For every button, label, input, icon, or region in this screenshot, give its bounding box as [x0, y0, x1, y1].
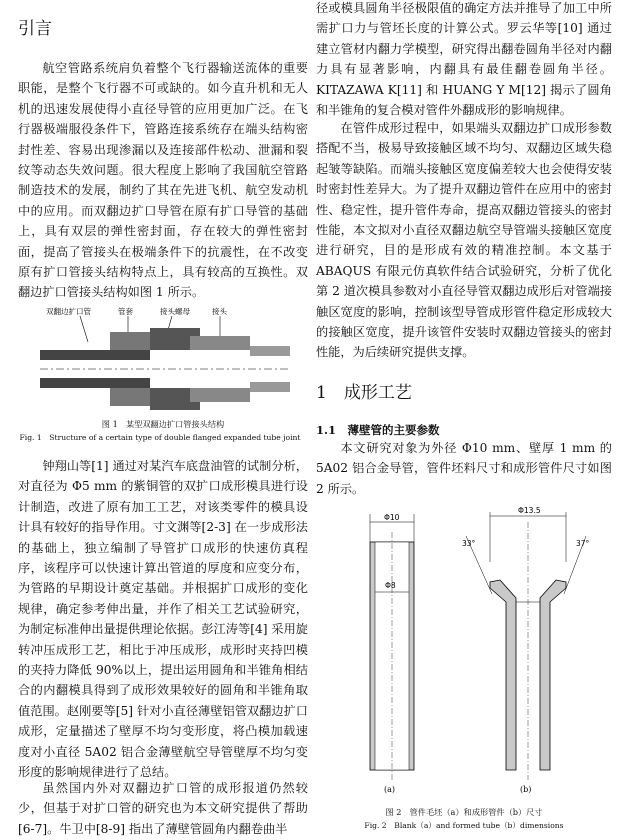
section-1-title: 1 成形工艺 [316, 383, 412, 403]
fig1-label-sleeve: 管套 [118, 307, 133, 316]
fig1-label-fitting: 接头 [212, 307, 227, 316]
fig2-angle-33: 33° [462, 539, 476, 548]
intro-heading: 引言 [18, 19, 52, 39]
fig1-label-tube: 双翻边扩口管 [46, 307, 91, 316]
fig2-blank-tube [370, 513, 414, 780]
material-paragraph: 本文研究对象为外径 Φ10 mm、壁厚 1 mm 的 5A02 铝合金导管，管件坯料尺寸和成形管件尺寸如图 2 所示。 [316, 441, 612, 496]
problem-statement-paragraph: 在管件成形过程中，如果端头双翻边扩口成形参数搭配不当，极易导致接触区域不均匀、双翻边区域失稳起皱等缺陷。而端头接触区宽度偏差较大也会使得安装时密封性差异大。为了提升双翻边管件在应用中的密封性、稳定性，提升管件寿命，提高双翻边管接头的密封性能，本文拟对小直径双翻边航空导管端头接触区宽度进行研究，目的是形成有效的精准控制。本文基于 ABAQUS 有限元仿真软件结合试验研究，分析了优化第 2 道次模具参数对小直径导管双翻边成形后对管端接触区宽度的影响，控制该型导管成形管件稳定形成较大的接触区宽度，提升该管件安装时双翻边管接头的密封性能，为后续研究提供支撑。 [316, 121, 612, 360]
fig1-label-nut: 接头螺母 [160, 307, 190, 316]
subsection-1-1-title: 1.1 薄壁管的主要参数 [316, 423, 440, 437]
figure-2-caption-en: Fig. 2 Blank（a）and formed tube（b）dimensions [364, 821, 564, 830]
fig2-formed-tube [462, 506, 590, 780]
fig2-sublabel-a: (a) [384, 785, 396, 794]
figure-1-caption-cn: 图 1 某型双翻边扩口管接头结构 [101, 419, 225, 429]
right-continued-paragraph: 径或模具圆角半径极限值的确定方法并推导了加工中所需扩口力与管坯长度的计算公式。罗云华等[10] 通过建立管材内翻力学模型，研究得出翻卷圆角半径对内翻力具有显著影响，内翻具有最佳翻卷圆角半径。KITAZAWA K[11] 和 HUANG Y M[12] 揭示了圆角和半锥角的复合模对管件外翻成形的影响规律。 [316, 1, 612, 118]
intro-paragraph: 航空管路系统肩负着整个飞行器输送流体的重要职能，是整个飞行器不可或缺的。如今直升机和无人机的迅速发展使得小直径导管的应用更加广泛。在飞行器极端服役条件下，管路连接系统存在端头结构密封性差、容易出现渗漏以及连接部件松动、泄漏和裂纹等动态失效问题。很大程度上影响了我国航空管路制造技术的发展，制约了其在先进飞机、航空发动机中的应用。而双翻边扩口导管在原有扩口导管的基础上，具有双层的弹性密封面，存在较大的弹性密封面，提高了管接头在极端条件下的抗震性，在不改变原有扩口管接头结构特点上，具有较高的互换性。双翻边扩口管接头结构如图 1 所示。 [18, 61, 308, 300]
fig2-dim-d135: Φ13.5 [518, 506, 541, 515]
literature-continued-paragraph: 虽然国内外对双翻边扩口管的成形报道仍然较少，但基于对扩口管的研究也为本文研究提供了帮助[6-7]。牛卫中[8-9] 指出了薄壁管圆角内翻卷曲半 [18, 781, 308, 836]
literature-review-paragraph: 钟翔山等[1] 通过对某汽车底盘油管的试制分析，对直径为 Φ5 mm 的紫铜管的双扩口成形模具进行设计制造，改进了原有加工工艺，对该类零件的模具设计具有较好的指导作用。寸文渊等[2-3] 在一步成形法的基础上，独立编制了导管扩口成形的快速仿真程序，该程序可以快速计算出管道的厚度和应变分布，为管路的早期设计奠定基础。并根据扩口成形的变化规律，确定参考伸出量，并作了相关工艺试验研究，为制定标准伸出量提供理论依据。彭江涛等[4] 采用旋转冲压成形工艺，相比于冲压成形，成形时夹持凹模的夹持力降低 90%以上，提出运用圆角和半锥角相结合的内翻模具得到了成形效果较好的圆角和半锥角取值范围。赵刚要等[5] 针对小直径薄壁铝管双翻边扩口成形，定量描述了壁厚不均匀变形度，将凸模加载速度对小直径 5A02 铝合金薄壁航空导管壁厚不均匀变形度的影响规律进行了总结。 [18, 459, 308, 780]
figure-1-joint-diagram [40, 302, 290, 422]
fig2-dim-d8: Φ8 [385, 581, 396, 590]
figure-2-tube-dimensions [340, 502, 604, 798]
fig2-sublabel-b: (b) [520, 785, 532, 794]
fig2-angle-37: 37° [576, 539, 590, 548]
figure-2-caption-cn: 图 2 管件毛坯（a）和成形管件（b）尺寸 [385, 807, 543, 817]
fig2-dim-d10: Φ10 [384, 513, 400, 522]
figure-1-caption-en: Fig. 1 Structure of a certain type of double flanged expanded tube joint [19, 433, 301, 442]
